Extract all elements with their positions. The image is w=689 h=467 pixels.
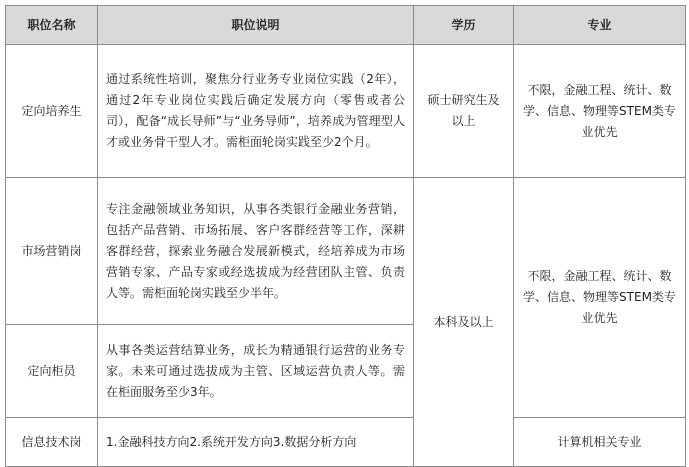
position-name: 定向柜员	[6, 325, 98, 418]
position-name: 市场营销岗	[6, 178, 98, 325]
education-requirement: 本科及以上	[414, 178, 514, 467]
position-name: 定向培养生	[6, 45, 98, 178]
table-row	[6, 418, 686, 467]
position-description: 1.金融科技方向2.系统开发方向3.数据分析方向	[98, 418, 414, 467]
major-requirement: 计算机相关专业	[514, 418, 686, 467]
header-major: 专业	[514, 6, 686, 45]
header-position-name: 职位名称	[6, 6, 98, 45]
position-description: 专注金融领域业务知识，从事各类银行金融业务营销，包括产品营销、市场拓展、客户客群经营等工作，深耕客群经营，探索业务融合发展新模式，经培养成为市场营销专家、产品专家或经选拔成为经营团队主管、负责人等。需柜面轮岗实践至少半年。	[98, 178, 414, 325]
header-position-description: 职位说明	[98, 6, 414, 45]
header-education: 学历	[414, 6, 514, 45]
position-description: 通过系统性培训，聚焦分行业务专业岗位实践（2年），通过2年专业岗位实践后确定发展方向（零售或者公司），配备“成长导师”与“业务导师”，培养成为管理型人才或业务骨干型人才。需柜面轮岗实践至少2个月。	[98, 45, 414, 178]
position-description: 从事各类运营结算业务，成长为精通银行运营的业务专家。未来可通过选拔成为主管、区域运营负责人等。需在柜面服务至少3年。	[98, 325, 414, 418]
table-header-row	[6, 6, 686, 45]
job-positions-table	[5, 5, 686, 467]
table-row	[6, 178, 686, 325]
position-name: 信息技术岗	[6, 418, 98, 467]
table-row	[6, 45, 686, 178]
education-requirement: 硕士研究生及以上	[414, 45, 514, 178]
major-requirement: 不限，金融工程、统计、数学、信息、物理等STEM类专业优先	[514, 178, 686, 418]
major-requirement: 不限，金融工程、统计、数学、信息、物理等STEM类专业优先	[514, 45, 686, 178]
